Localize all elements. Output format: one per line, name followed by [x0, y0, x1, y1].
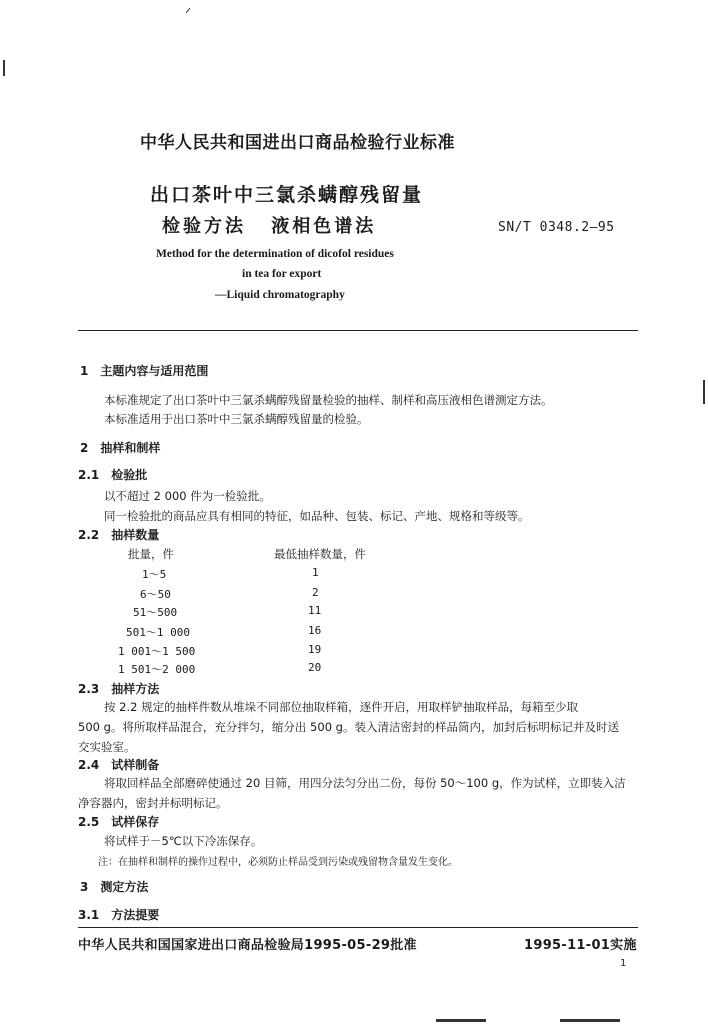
english-title-line2: in tea for export: [242, 268, 322, 280]
implementation-date: 1995-11-01实施: [524, 938, 637, 953]
table-cell-min: 2: [312, 586, 319, 599]
section-2-3-heading: 2.3 抽样方法: [78, 682, 160, 696]
section-2-1-paragraph-1: 以不超过 2 000 件为一检验批。: [104, 489, 271, 503]
table-cell-min: 20: [308, 661, 322, 674]
footer-divider: [78, 927, 638, 928]
scan-edge-mark: [436, 1019, 486, 1022]
table-cell-batch: 51～500: [133, 606, 178, 619]
section-2-2-heading: 2.2 抽样数量: [78, 528, 160, 542]
note: 注：在抽样和制样的操作过程中，必须防止样品受到污染或残留物含量发生变化。: [98, 857, 458, 868]
doc-title-line2: 检验方法 液相色谱法: [162, 216, 377, 237]
section-1-paragraph-1: 本标准规定了出口茶叶中三氯杀螨醇残留量检验的抽样、制样和高压液相色谱测定方法。: [104, 393, 553, 407]
table-cell-batch: 501～1 000: [126, 626, 190, 639]
section-3-1-heading: 3.1 方法提要: [78, 908, 160, 922]
section-1-paragraph-2: 本标准适用于出口茶叶中三氯杀螨醇残留量的检验。: [104, 412, 369, 426]
scan-edge-mark: [3, 60, 5, 76]
issuing-authority: 中华人民共和国进出口商品检验行业标准: [140, 133, 455, 153]
section-2-4-line-2: 净容器内，密封并标明标记。: [78, 796, 228, 810]
table-header-batch: 批量，件: [128, 547, 174, 561]
section-2-5-heading: 2.5 试样保存: [78, 815, 160, 829]
table-cell-batch: 1～5: [142, 568, 167, 581]
section-2-4-line-1: 将取回样品全部磨碎使通过 20 目筛，用四分法匀分出二份，每份 50～100 g，作为试样，立即装入洁: [104, 776, 626, 790]
doc-title-line1: 出口茶叶中三氯杀螨醇残留量: [150, 184, 424, 206]
table-header-min-samples: 最低抽样数量，件: [274, 547, 366, 561]
section-2-5-paragraph: 将试样于－5℃以下冷冻保存。: [104, 834, 263, 848]
section-2-3-line-2: 500 g。将所取样品混合，充分拌匀，缩分出 500 g。装入清洁密封的样品筒内，加封后标明标记并及时送: [78, 720, 619, 734]
scan-speck: [186, 8, 191, 13]
section-2-3-line-1: 按 2.2 规定的抽样件数从堆垛不同部位抽取样箱，逐件开启，用取样铲抽取样品，每箱至少取: [104, 700, 579, 714]
english-title-line1: Method for the determination of dicofol residues: [156, 248, 394, 260]
table-cell-min: 1: [312, 566, 319, 579]
section-2-1-heading: 2.1 检验批: [78, 468, 148, 482]
table-cell-min: 11: [308, 604, 322, 617]
approval-statement: 中华人民共和国国家进出口商品检验局1995-05-29批准: [78, 938, 417, 953]
header-divider: [78, 330, 638, 331]
english-title-line3: —Liquid chromatography: [215, 289, 345, 301]
table-cell-batch: 6～50: [140, 588, 171, 601]
table-cell-min: 19: [308, 643, 322, 656]
section-2-3-line-3: 交实验室。: [78, 740, 136, 754]
section-2-1-paragraph-2: 同一检验批的商品应具有相同的特征，如品种、包装、标记、产地、规格和等级等。: [104, 509, 530, 523]
table-cell-batch: 1 001～1 500: [118, 645, 196, 658]
section-1-heading: 1 主题内容与适用范围: [80, 364, 209, 378]
section-3-heading: 3 测定方法: [80, 880, 149, 894]
table-cell-batch: 1 501～2 000: [118, 663, 196, 676]
scan-edge-mark: [560, 1019, 620, 1022]
page-number: 1: [620, 958, 627, 969]
standard-number: SN/T 0348.2—95: [498, 220, 615, 235]
section-2-heading: 2 抽样和制样: [80, 441, 161, 455]
section-2-4-heading: 2.4 试样制备: [78, 758, 160, 772]
scan-edge-mark: [703, 380, 705, 404]
table-cell-min: 16: [308, 624, 322, 637]
